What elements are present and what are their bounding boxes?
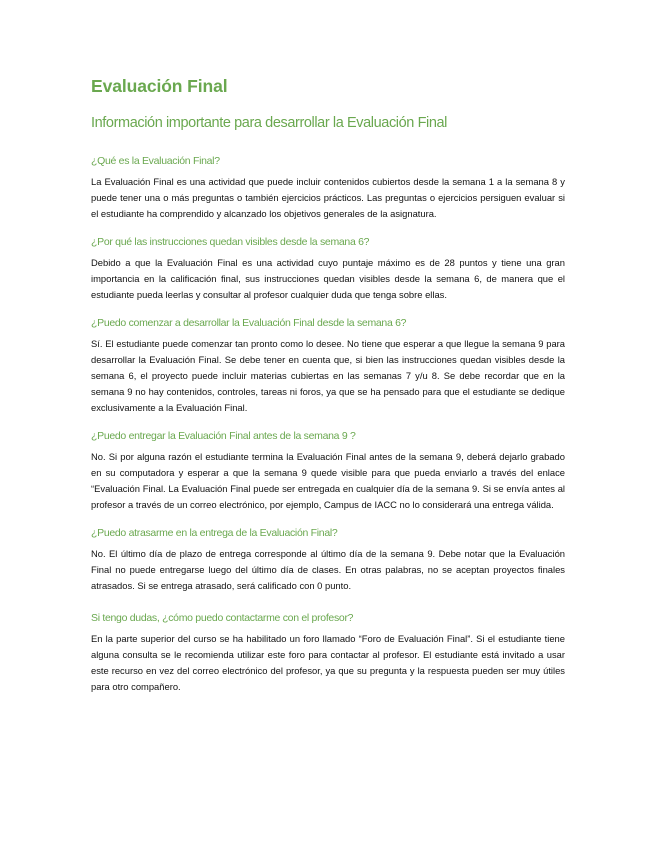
faq-section [91,430,565,513]
faq-section [91,155,565,222]
faq-question: ¿Puedo entregar la Evaluación Final antes de la semana 9 ? [91,430,356,442]
faq-question: ¿Por qué las instrucciones quedan visibles desde la semana 6? [91,236,370,248]
faq-answer: Sí. El estudiante puede comenzar tan pronto como lo desee. No tiene que esperar a que llegue la semana 9 para desarrollar la Evaluación Final. Se debe tener en cuenta que, si bien las instrucciones quedan visibles desde la semana 6, el proyecto puede incluir materias cubiertas en las semanas 7 y/u 8. Se debe recordar que en la semana 9 no hay contenidos, controles, tareas ni foros, ya que se ha pensado para que el estudiante se dedique exclusivamente a la Evaluación Final. [91,338,565,413]
faq-question: ¿Puedo comenzar a desarrollar la Evaluación Final desde la semana 6? [91,317,407,329]
faq-section [91,236,565,303]
faq-answer: No. Si por alguna razón el estudiante termina la Evaluación Final antes de la semana 9, deberá dejarlo grabado en su computadora y esperar a que la semana 9 quede visible para que pueda enviarlo a través del enlace “Evaluación Final. La Evaluación Final puede ser entregada en cualquier día de la semana 9. Si se envía antes al profesor a través de un correo electrónico, por ejemplo, Campus de IACC no lo considerará una entrega válida. [91,451,565,510]
faq-answer: En la parte superior del curso se ha habilitado un foro llamado “Foro de Evaluación Final”. Si el estudiante tiene alguna consulta se le recomienda utilizar este foro para contactar al profesor. El estudiante está invitado a usar este recurso en vez del correo electrónico del profesor, ya que su pregunta y la respuesta pueden ser muy útiles para otro compañero. [91,633,565,692]
faq-question: ¿Puedo atrasarme en la entrega de la Evaluación Final? [91,527,338,539]
faq-answer: La Evaluación Final es una actividad que puede incluir contenidos cubiertos desde la semana 1 a la semana 8 y puede tener una o más preguntas o también ejercicios prácticos. Las preguntas o ejercicios persiguen evaluar si el estudiante ha comprendido y alcanzado los objetivos generales de la asignatura. [91,176,565,219]
faq-section [91,317,565,416]
document-title: Evaluación Final [91,76,228,96]
faq-section [91,612,565,695]
faq-answer: No. El último día de plazo de entrega corresponde al último día de la semana 9. Debe notar que la Evaluación Final no puede entregarse luego del último día de clases. En otras palabras, no se aceptan proyectos finales atrasados. Si se entrega atrasado, será calificado con 0 punto. [91,548,565,591]
faq-answer: Debido a que la Evaluación Final es una actividad cuyo puntaje máximo es de 28 puntos y tiene una gran importancia en la calificación final, sus instrucciones quedan visibles desde la semana 6, de manera que el estudiante pueda leerlas y consultar al profesor cualquier duda que tenga sobre ellas. [91,257,565,300]
faq-question: Si tengo dudas, ¿cómo puedo contactarme con el profesor? [91,612,354,624]
document-subtitle: Información importante para desarrollar la Evaluación Final [91,115,448,131]
faq-question: ¿Qué es la Evaluación Final? [91,155,220,167]
faq-section [91,527,565,594]
